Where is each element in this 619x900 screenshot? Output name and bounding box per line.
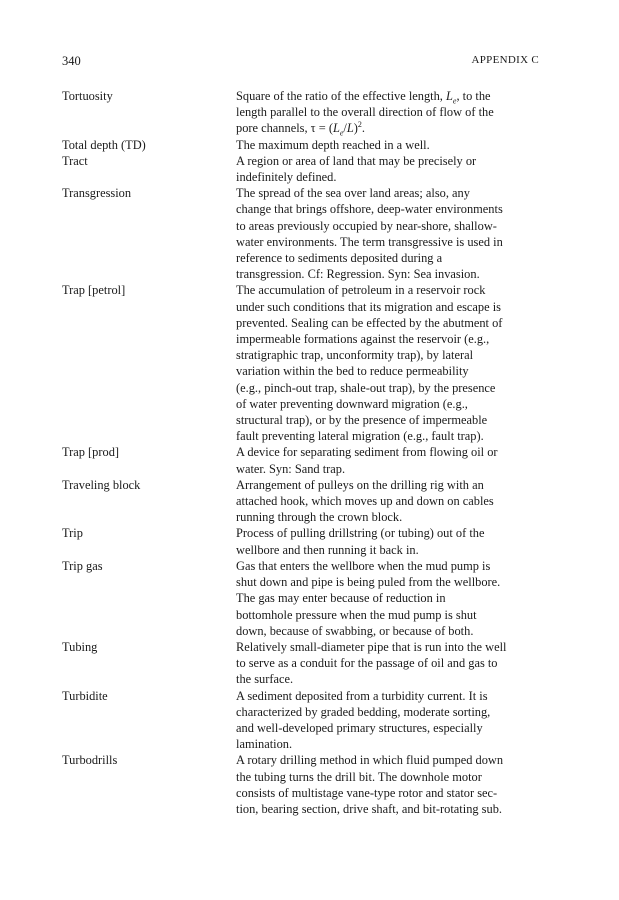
math-subscript: e [339,128,344,138]
definition-line: reference to sediments deposited during a [236,251,443,266]
glossary-entry-trip-gas [62,558,542,639]
term-trip-gas: Trip gas [62,558,103,573]
math-exponent: 2 [357,120,362,130]
math-variable: L [332,121,340,136]
term-tract: Tract [62,153,88,168]
definition-line: length parallel to the overall direction of flow of the [236,105,494,120]
definition-turbidite [236,688,542,753]
definition-line: shut down and pipe is being puled from the wellbore. [236,575,501,590]
definition-line: variation within the bed to reduce permeability [236,364,469,379]
definition-tubing [236,639,542,688]
definition-line: characterized by graded bedding, moderate sorting, [236,704,491,719]
page-number: 340 [62,54,81,68]
definition-line: transgression. Cf: Regression. Syn: Sea invasion. [236,267,480,282]
running-head: APPENDIX C [471,54,539,66]
math-variable: L [346,121,354,136]
term-total-depth: Total depth (TD) [62,137,146,152]
definition-line: (e.g., pinch-out trap, shale-out trap), by the presence [236,380,496,395]
definition-line: bottomhole pressure when the mud pump is shut [236,607,477,622]
definition-line: indefinitely defined. [236,170,337,185]
definition-turbodrills [236,752,542,817]
definition-line: A region or area of land that may be precisely or [236,153,477,168]
definition-line: A rotary drilling method in which fluid pumped down [236,753,504,768]
glossary-entry-trap-prod [62,444,542,476]
math-variable: L [446,89,453,103]
term-tubing: Tubing [62,639,98,654]
definition-line: the surface. [236,672,294,687]
definition-trip-gas [236,558,542,639]
math-operator: / [343,121,347,136]
definition-line: attached hook, which moves up and down on cables [236,494,494,509]
definition-line: Gas that enters the wellbore when the mud pump is [236,558,491,573]
glossary-entry-tubing [62,639,542,688]
definition-line: The gas may enter because of reduction in [236,591,446,606]
definition-line: impermeable formations against the reservoir (e.g., [236,332,490,347]
term-tortuosity: Tortuosity [62,89,113,103]
definition-line: change that brings offshore, deep-water environments [236,202,503,217]
definition-line: running through the crown block. [236,510,403,525]
definition-line: and well-developed primary structures, especially [236,720,483,735]
definition-line: structural trap), or by the presence of impermeable [236,413,488,428]
definition-line: of water preventing downward migration (e.g., [236,396,468,411]
glossary-entry-turbodrills [62,752,542,817]
definition-line: lamination. [236,737,293,752]
definition-tract [236,153,542,185]
definition-transgression [236,185,542,282]
definition-total-depth [236,137,542,153]
definition-trap-petrol [236,282,542,444]
definition-line: The accumulation of petroleum in a reservoir rock [236,283,486,298]
term-turbodrills: Turbodrills [62,753,118,768]
math-subscript: e [452,96,457,106]
glossary-entry-trip [62,525,542,557]
definition-line: prevented. Sealing can be effected by the abutment of [236,315,503,330]
definition-text: pore channels, τ = ( [236,121,333,136]
definition-line: stratigraphic trap, unconformity trap), by lateral [236,348,474,363]
definition-line: Process of pulling drillstring (or tubing) out of the [236,526,485,541]
definition-line: A sediment deposited from a turbidity current. It is [236,688,488,703]
definition-line: tion, bearing section, drive shaft, and bit-rotating sub. [236,801,502,816]
definition-line: to serve as a conduit for the passage of oil and gas to [236,656,498,671]
definition-line: water environments. The term transgressive is used in [236,234,503,249]
definition-line [236,120,542,136]
definition-line: the tubing turns the drill bit. The downhole motor [236,769,482,784]
definition-line: Arrangement of pulleys on the drilling rig with an [236,477,484,492]
definition-line: The spread of the sea over land areas; also, any [236,186,470,201]
definition-trip [236,525,542,557]
term-trap-petrol: Trap [petrol] [62,283,126,298]
glossary-entry-tortuosity [62,88,542,137]
glossary-entry-turbidite [62,688,542,753]
glossary-list [62,88,542,817]
definition-text: . [361,121,366,136]
definition-line [236,88,542,104]
definition-text: Square of the ratio of the effective length, [236,89,446,103]
definition-tortuosity [236,88,542,137]
glossary-entry-traveling-block [62,477,542,526]
term-traveling-block: Traveling block [62,477,141,492]
page-header [62,54,539,70]
term-trap-prod: Trap [prod] [62,445,120,460]
definition-line: consists of multistage vane-type rotor and stator sec- [236,785,498,800]
definition-trap-prod [236,444,542,476]
definition-line: The maximum depth reached in a well. [236,137,430,152]
glossary-entry-transgression [62,185,542,282]
term-turbidite: Turbidite [62,688,108,703]
definition-line: fault preventing lateral migration (e.g., fault trap). [236,429,484,444]
definition-line: water. Syn: Sand trap. [236,461,346,476]
math-operator: ) [353,121,358,136]
term-trip: Trip [62,526,83,541]
definition-line: under such conditions that its migration and escape is [236,299,501,314]
term-transgression: Transgression [62,186,132,201]
glossary-entry-tract [62,153,542,185]
definition-line: wellbore and then running it back in. [236,542,419,557]
glossary-entry-total-depth [62,137,542,153]
glossary-entry-trap-petrol [62,282,542,444]
definition-line: down, because of swabbing, or because of both. [236,623,474,638]
definition-line: to areas previously occupied by near-shore, shallow- [236,218,497,233]
definition-traveling-block [236,477,542,526]
definition-text: , to the [456,89,491,103]
definition-line: Relatively small-diameter pipe that is run into the well [236,639,507,654]
definition-line: A device for separating sediment from flowing oil or [236,445,498,460]
